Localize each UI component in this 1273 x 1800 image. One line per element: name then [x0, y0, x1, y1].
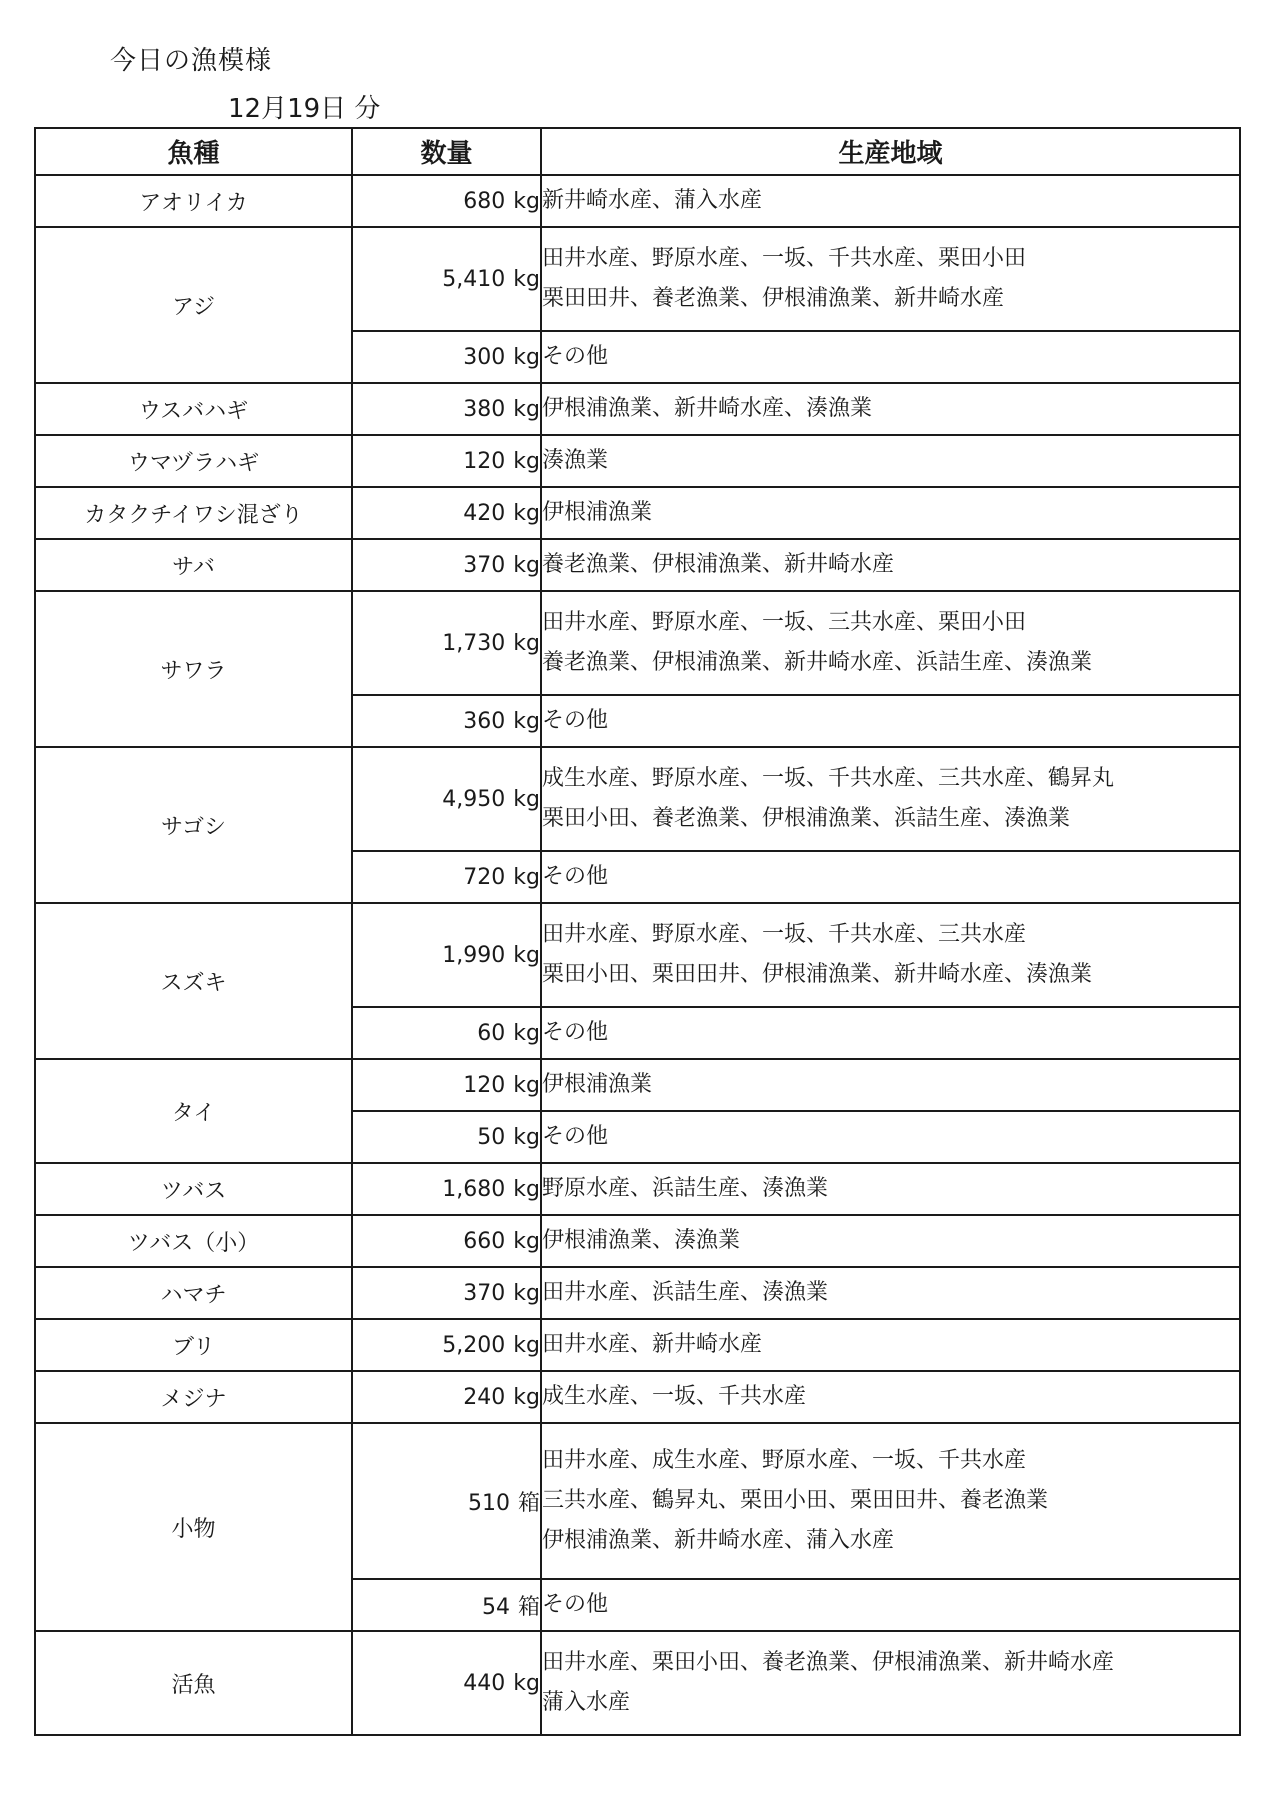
- species-cell: ツバス: [35, 1163, 352, 1215]
- table-row: [35, 747, 1240, 851]
- table-row: [35, 487, 1240, 539]
- area-line: その他: [542, 344, 609, 369]
- table-row: [35, 175, 1240, 227]
- species-cell: サゴシ: [35, 747, 352, 903]
- quantity-value: 50: [477, 1124, 506, 1150]
- area-line: 田井水産、浜詰生産、湊漁業: [542, 1280, 829, 1305]
- quantity-cell: [352, 851, 541, 903]
- quantity-cell: [352, 1423, 541, 1579]
- quantity-unit: kg: [513, 1228, 540, 1254]
- quantity-unit: kg: [513, 786, 540, 812]
- species-cell: カタクチイワシ混ざり: [35, 487, 352, 539]
- area-cell: [541, 1631, 1240, 1735]
- quantity-unit: kg: [513, 552, 540, 578]
- table-row: [35, 1215, 1240, 1267]
- quantity-value: 720: [463, 864, 506, 890]
- quantity-cell: [352, 1267, 541, 1319]
- table-row: [35, 903, 1240, 1007]
- quantity-unit: kg: [513, 1176, 540, 1202]
- quantity-value: 370: [463, 1280, 506, 1306]
- report-date: 12月19日 分: [228, 94, 381, 124]
- quantity-value: 1,990: [442, 942, 506, 968]
- quantity-value: 4,950: [442, 786, 506, 812]
- area-cell: [541, 539, 1240, 591]
- quantity-cell: [352, 487, 541, 539]
- area-cell: [541, 1423, 1240, 1579]
- quantity-unit: kg: [513, 1072, 540, 1098]
- quantity-unit: kg: [513, 864, 540, 890]
- area-line: 田井水産、栗田小田、養老漁業、伊根浦漁業、新井崎水産: [542, 1650, 1115, 1675]
- quantity-cell: [352, 1163, 541, 1215]
- quantity-value: 440: [463, 1670, 506, 1696]
- quantity-value: 5,200: [442, 1332, 506, 1358]
- quantity-cell: [352, 1007, 541, 1059]
- area-cell: [541, 591, 1240, 695]
- area-line: 伊根浦漁業: [542, 500, 653, 525]
- quantity-unit: kg: [513, 942, 540, 968]
- quantity-cell: [352, 591, 541, 695]
- quantity-value: 1,680: [442, 1176, 506, 1202]
- area-line: 田井水産、成生水産、野原水産、一坂、千共水産: [542, 1448, 1027, 1473]
- quantity-cell: [352, 227, 541, 331]
- quantity-value: 360: [463, 708, 506, 734]
- area-line: その他: [542, 864, 609, 889]
- area-line: 三共水産、鶴昇丸、栗田小田、栗田田井、養老漁業: [542, 1488, 1049, 1513]
- species-cell: 小物: [35, 1423, 352, 1631]
- species-cell: スズキ: [35, 903, 352, 1059]
- quantity-unit: kg: [513, 1280, 540, 1306]
- area-cell: [541, 1267, 1240, 1319]
- quantity-value: 240: [463, 1384, 506, 1410]
- area-cell: [541, 1579, 1240, 1631]
- area-cell: [541, 1371, 1240, 1423]
- area-line: 田井水産、野原水産、一坂、三共水産、栗田小田: [542, 610, 1027, 635]
- area-line: 養老漁業、伊根浦漁業、新井崎水産: [542, 552, 895, 577]
- quantity-unit: 箱: [517, 1594, 540, 1620]
- quantity-cell: [352, 1579, 541, 1631]
- quantity-cell: [352, 331, 541, 383]
- area-cell: [541, 1059, 1240, 1111]
- area-cell: [541, 1215, 1240, 1267]
- area-cell: [541, 695, 1240, 747]
- quantity-unit: kg: [513, 1670, 540, 1696]
- quantity-value: 5,410: [442, 266, 506, 292]
- quantity-cell: [352, 1059, 541, 1111]
- area-cell: [541, 487, 1240, 539]
- quantity-cell: [352, 1319, 541, 1371]
- area-cell: [541, 1163, 1240, 1215]
- area-cell: [541, 747, 1240, 851]
- quantity-unit: kg: [513, 1384, 540, 1410]
- catch-table: [34, 127, 1241, 1736]
- area-line: 成生水産、野原水産、一坂、千共水産、三共水産、鶴昇丸: [542, 766, 1115, 791]
- page-title: 今日の漁模様: [110, 46, 273, 76]
- table-row: [35, 1423, 1240, 1579]
- area-cell: [541, 851, 1240, 903]
- table-row: [35, 1267, 1240, 1319]
- quantity-value: 370: [463, 552, 506, 578]
- quantity-cell: [352, 435, 541, 487]
- table-row: [35, 1163, 1240, 1215]
- area-line: 伊根浦漁業、湊漁業: [542, 1228, 741, 1253]
- quantity-value: 420: [463, 500, 506, 526]
- header-species: 魚種: [35, 128, 352, 175]
- quantity-unit: kg: [513, 448, 540, 474]
- quantity-value: 120: [463, 1072, 506, 1098]
- species-cell: アジ: [35, 227, 352, 383]
- area-line: その他: [542, 1592, 609, 1617]
- area-line: 野原水産、浜詰生産、湊漁業: [542, 1176, 829, 1201]
- species-cell: ウマヅラハギ: [35, 435, 352, 487]
- area-line: 新井崎水産、蒲入水産: [542, 188, 763, 213]
- quantity-unit: 箱: [517, 1490, 540, 1516]
- quantity-unit: kg: [513, 188, 540, 214]
- area-cell: [541, 1007, 1240, 1059]
- area-cell: [541, 1319, 1240, 1371]
- area-line: 成生水産、一坂、千共水産: [542, 1384, 807, 1409]
- species-cell: ブリ: [35, 1319, 352, 1371]
- species-cell: メジナ: [35, 1371, 352, 1423]
- quantity-unit: kg: [513, 1124, 540, 1150]
- quantity-value: 380: [463, 396, 506, 422]
- table-row: [35, 591, 1240, 695]
- area-cell: [541, 227, 1240, 331]
- table-row: [35, 383, 1240, 435]
- area-line: 伊根浦漁業: [542, 1072, 653, 1097]
- quantity-unit: kg: [513, 396, 540, 422]
- quantity-value: 1,730: [442, 630, 506, 656]
- area-cell: [541, 1111, 1240, 1163]
- area-cell: [541, 175, 1240, 227]
- quantity-unit: kg: [513, 344, 540, 370]
- species-cell: タイ: [35, 1059, 352, 1163]
- area-line: その他: [542, 1124, 609, 1149]
- header-quantity: 数量: [352, 128, 541, 175]
- quantity-value: 300: [463, 344, 506, 370]
- quantity-value: 54: [481, 1594, 510, 1620]
- table-row: [35, 435, 1240, 487]
- area-cell: [541, 331, 1240, 383]
- species-cell: ウスバハギ: [35, 383, 352, 435]
- quantity-value: 60: [477, 1020, 506, 1046]
- quantity-value: 510: [467, 1490, 510, 1516]
- species-cell: 活魚: [35, 1631, 352, 1735]
- quantity-value: 660: [463, 1228, 506, 1254]
- quantity-cell: [352, 1215, 541, 1267]
- quantity-unit: kg: [513, 266, 540, 292]
- quantity-unit: kg: [513, 1020, 540, 1046]
- quantity-unit: kg: [513, 630, 540, 656]
- species-cell: アオリイカ: [35, 175, 352, 227]
- quantity-cell: [352, 1111, 541, 1163]
- area-line: その他: [542, 1020, 609, 1045]
- table-row: [35, 227, 1240, 331]
- area-line: 田井水産、新井崎水産: [542, 1332, 763, 1357]
- area-line: その他: [542, 708, 609, 733]
- area-line: 湊漁業: [542, 448, 609, 473]
- area-line: 伊根浦漁業、新井崎水産、湊漁業: [542, 396, 873, 421]
- area-cell: [541, 383, 1240, 435]
- area-cell: [541, 435, 1240, 487]
- quantity-cell: [352, 695, 541, 747]
- quantity-cell: [352, 175, 541, 227]
- quantity-cell: [352, 539, 541, 591]
- area-line: 栗田小田、養老漁業、伊根浦漁業、浜詰生産、湊漁業: [542, 806, 1071, 831]
- quantity-cell: [352, 747, 541, 851]
- area-line: 栗田田井、養老漁業、伊根浦漁業、新井崎水産: [542, 286, 1005, 311]
- table-row: [35, 1631, 1240, 1735]
- quantity-value: 120: [463, 448, 506, 474]
- quantity-unit: kg: [513, 1332, 540, 1358]
- area-line: 田井水産、野原水産、一坂、千共水産、栗田小田: [542, 246, 1027, 271]
- table-row: [35, 539, 1240, 591]
- table-row: [35, 1371, 1240, 1423]
- species-cell: ハマチ: [35, 1267, 352, 1319]
- area-cell: [541, 903, 1240, 1007]
- quantity-cell: [352, 1631, 541, 1735]
- species-cell: サワラ: [35, 591, 352, 747]
- quantity-unit: kg: [513, 708, 540, 734]
- table-row: [35, 1059, 1240, 1111]
- quantity-cell: [352, 1371, 541, 1423]
- area-line: 養老漁業、伊根浦漁業、新井崎水産、浜詰生産、湊漁業: [542, 650, 1093, 675]
- quantity-unit: kg: [513, 500, 540, 526]
- quantity-cell: [352, 903, 541, 1007]
- area-line: 田井水産、野原水産、一坂、千共水産、三共水産: [542, 922, 1027, 947]
- species-cell: サバ: [35, 539, 352, 591]
- quantity-value: 680: [463, 188, 506, 214]
- area-line: 栗田小田、栗田田井、伊根浦漁業、新井崎水産、湊漁業: [542, 962, 1093, 987]
- table-row: [35, 1319, 1240, 1371]
- species-cell: ツバス（小）: [35, 1215, 352, 1267]
- area-line: 伊根浦漁業、新井崎水産、蒲入水産: [542, 1528, 895, 1553]
- quantity-cell: [352, 383, 541, 435]
- header-area: 生産地域: [541, 128, 1240, 175]
- area-line: 蒲入水産: [542, 1690, 631, 1715]
